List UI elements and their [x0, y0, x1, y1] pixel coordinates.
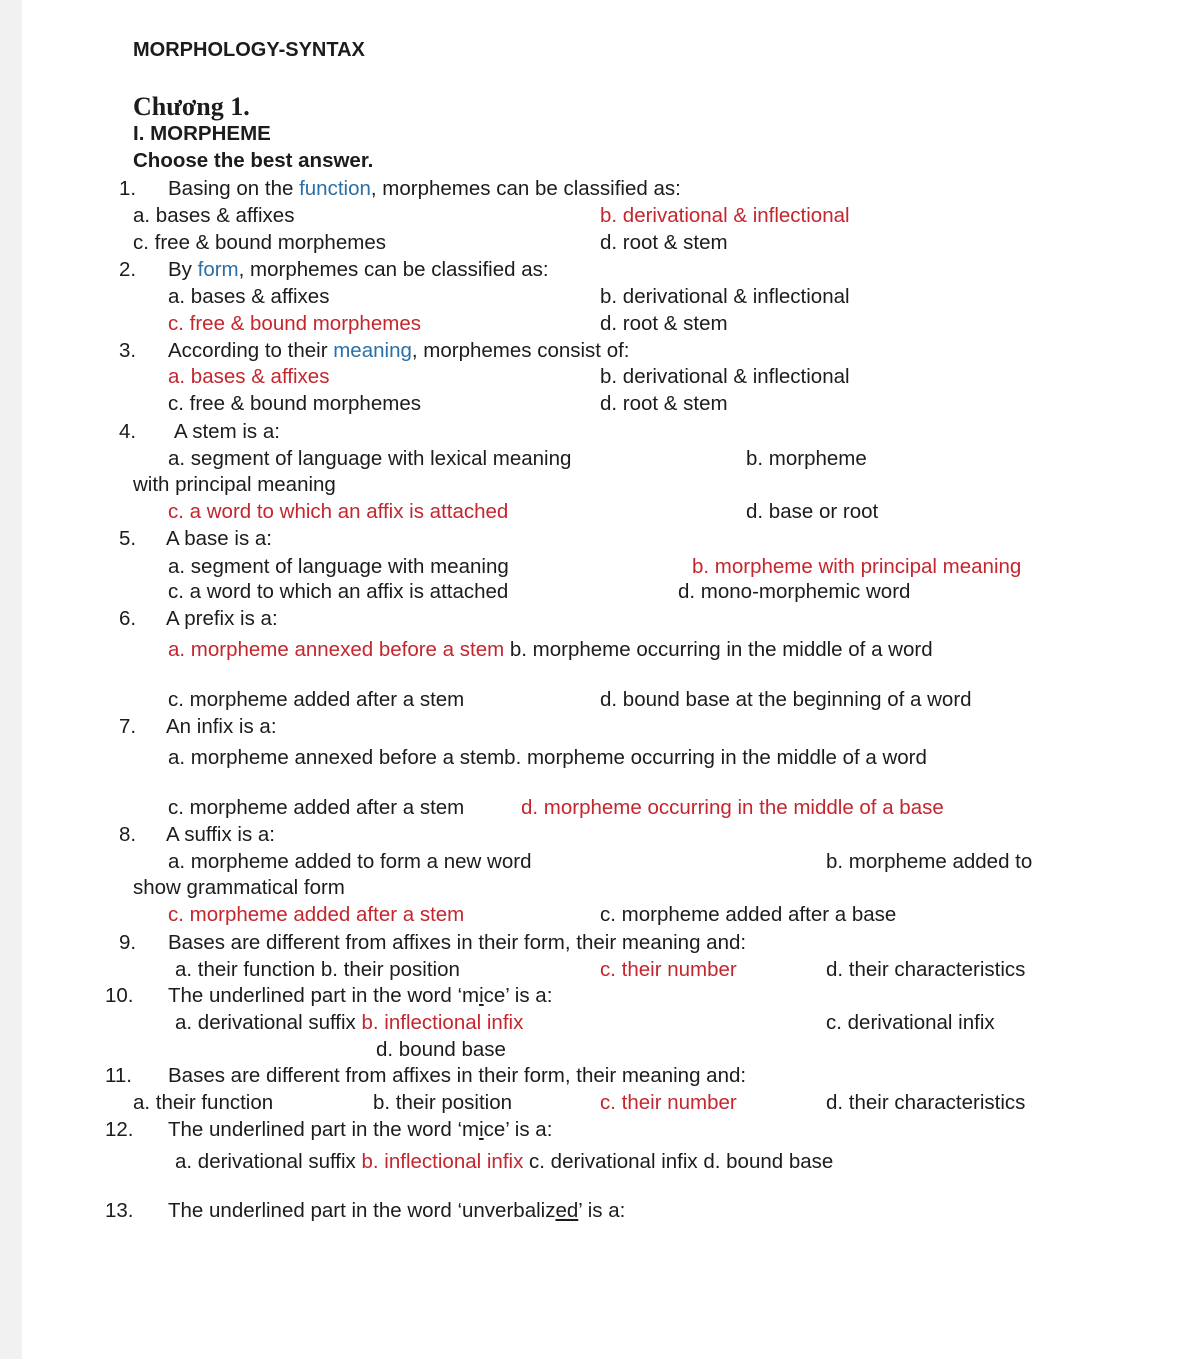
question-number: 11. [105, 1064, 132, 1087]
option-b: b. their position [373, 1091, 513, 1114]
document-title: MORPHOLOGY-SYNTAX [133, 39, 365, 61]
question-number: 8. [119, 823, 137, 846]
instruction: Choose the best answer. [133, 149, 374, 172]
question-number: 2. [119, 258, 137, 281]
keyword: meaning [333, 339, 412, 362]
question-text: A suffix is a: [166, 823, 276, 846]
option-b: b. morpheme added to [826, 850, 1033, 873]
question-number: 6. [119, 607, 137, 630]
option-c: c. free & bound morphemes [133, 231, 386, 254]
question-text: Bases are different from affixes in their form, their meaning and: [168, 1064, 747, 1087]
question-text: By form, morphemes can be classified as: [168, 258, 549, 281]
option-c: c. free & bound morphemes [168, 392, 421, 415]
option-line [175, 1011, 523, 1035]
option-continuation: show grammatical form [133, 876, 345, 899]
option-b: b. morpheme [746, 447, 867, 470]
option-d: d. mono-morphemic word [678, 580, 911, 603]
option-a-correct: a. bases & affixes [168, 365, 330, 388]
option-d: d. their characteristics [826, 1091, 1026, 1114]
option-d: d. their characteristics [826, 958, 1026, 981]
option-c-d: c. derivational infix d. bound base [523, 1150, 834, 1173]
option-b-correct: b. inflectional infix [361, 1150, 524, 1173]
option-a: a. derivational suffix [175, 1150, 362, 1173]
section-heading: I. MORPHEME [133, 122, 271, 145]
option-d: d. root & stem [600, 231, 728, 254]
option-a: a. segment of language with meaning [168, 555, 509, 578]
question-text: A base is a: [166, 527, 272, 550]
option-b-correct: b. morpheme with principal meaning [692, 555, 1022, 578]
question-number: 1. [119, 177, 137, 200]
option-b-correct: b. inflectional infix [361, 1011, 524, 1034]
option-a: a. derivational suffix [175, 1011, 362, 1034]
option-b: b. derivational & inflectional [600, 285, 850, 308]
question-text: Bases are different from affixes in their form, their meaning and: [168, 931, 747, 954]
option-line [175, 1150, 833, 1174]
question-number: 5. [119, 527, 137, 550]
question-text: The underlined part in the word ‘mice’ is a: [168, 984, 553, 1007]
chapter-heading: Chương 1. [133, 92, 250, 121]
option-d-correct: d. morpheme occurring in the middle of a base [521, 796, 944, 819]
underlined-part: i [479, 984, 484, 1007]
underlined-part: i [479, 1118, 484, 1141]
option-line [168, 638, 933, 662]
option-a-b: a. their function b. their position [175, 958, 460, 981]
question-number: 7. [119, 715, 137, 738]
question-number: 9. [119, 931, 137, 954]
option-c: c. morpheme added after a stem [168, 796, 465, 819]
question-text: An infix is a: [166, 715, 277, 738]
option-c: c. derivational infix [826, 1011, 995, 1034]
question-number: 13. [105, 1199, 134, 1222]
option-a-correct: a. morpheme annexed before a stem [168, 638, 505, 661]
question-text: According to their meaning, morphemes consist of: [168, 339, 630, 362]
question-text: A stem is a: [174, 420, 280, 443]
option-b: b. morpheme occurring in the middle of a word [504, 638, 933, 661]
option-a: a. their function [133, 1091, 274, 1114]
option-c-correct: c. a word to which an affix is attached [168, 500, 509, 523]
option-c-correct: c. morpheme added after a stem [168, 903, 465, 926]
question-text: The underlined part in the word ‘mice’ is a: [168, 1118, 553, 1141]
option-c-correct: c. their number [600, 958, 737, 981]
option-b-correct: b. derivational & inflectional [600, 204, 850, 227]
question-number: 4. [119, 420, 137, 443]
question-text: The underlined part in the word ‘unverbalized’ is a: [168, 1199, 626, 1222]
option-a: a. bases & affixes [133, 204, 295, 227]
option-c2: c. morpheme added after a base [600, 903, 897, 926]
question-number: 12. [105, 1118, 134, 1141]
option-a: a. morpheme added to form a new word [168, 850, 532, 873]
option-b: b. derivational & inflectional [600, 365, 850, 388]
option-d: d. root & stem [600, 392, 728, 415]
option-a: a. segment of language with lexical meaning [168, 447, 572, 470]
option-c-correct: c. free & bound morphemes [168, 312, 421, 335]
option-a-b: a. morpheme annexed before a stemb. morpheme occurring in the middle of a word [168, 746, 927, 769]
question-number: 3. [119, 339, 137, 362]
option-c-correct: c. their number [600, 1091, 737, 1114]
page-left-margin [0, 0, 22, 1359]
option-d: d. bound base at the beginning of a word [600, 688, 972, 711]
underlined-part: ed [555, 1199, 579, 1222]
keyword: function [299, 177, 371, 200]
question-number: 10. [105, 984, 134, 1007]
option-d: d. root & stem [600, 312, 728, 335]
option-a: a. bases & affixes [168, 285, 330, 308]
option-continuation: with principal meaning [133, 473, 336, 496]
keyword: form [197, 258, 239, 281]
question-text: A prefix is a: [166, 607, 278, 630]
option-c: c. a word to which an affix is attached [168, 580, 509, 603]
option-d: d. base or root [746, 500, 879, 523]
option-d: d. bound base [376, 1038, 506, 1061]
option-c: c. morpheme added after a stem [168, 688, 465, 711]
question-text: Basing on the function, morphemes can be classified as: [168, 177, 681, 200]
